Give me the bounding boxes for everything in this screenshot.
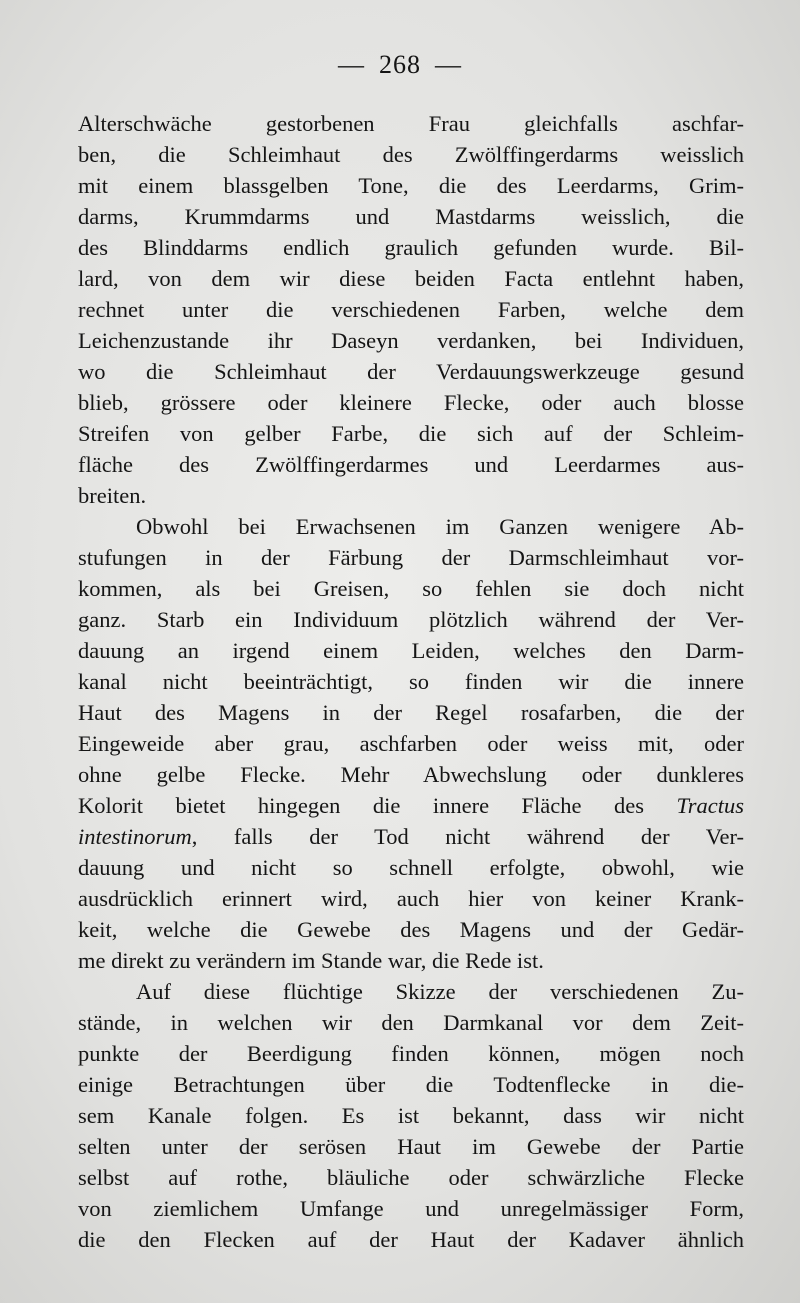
text-line: Alterschwäche gestorbenen Frau gleichfalls aschfar- — [78, 111, 744, 136]
text-line: stände, in welchen wir den Darmkanal vor dem Zeit- — [78, 1010, 744, 1035]
text-line: mit einem blassgelben Tone, die des Leerdarms, Grim- — [78, 173, 744, 198]
text-line: selbst auf rothe, bläuliche oder schwärzliche Flecke — [78, 1165, 744, 1190]
text-line: wo die Schleimhaut der Verdauungswerkzeuge gesund — [78, 359, 744, 384]
text-line: me direkt zu verändern im Stande war, die Rede ist. — [78, 948, 544, 973]
body-text — [78, 108, 744, 1255]
text-line: dauung und nicht so schnell erfolgte, obwohl, wie — [78, 855, 744, 880]
text-line: sem Kanale folgen. Es ist bekannt, dass wir nicht — [78, 1103, 744, 1128]
text-line: breiten. — [78, 483, 147, 508]
text-line: des Blinddarms endlich graulich gefunden wurde. Bil- — [78, 235, 744, 260]
text-line: selten unter der serösen Haut im Gewebe der Partie — [78, 1134, 744, 1159]
text-line: keit, welche die Gewebe des Magens und der Gedär- — [78, 917, 744, 942]
text-segment: Kolorit bietet hingegen die innere Fläche des — [78, 793, 677, 818]
text-line — [78, 821, 744, 852]
text-line: kommen, als bei Greisen, so fehlen sie doch nicht — [78, 576, 744, 601]
page-header — [0, 50, 800, 80]
text-line: Eingeweide aber grau, aschfarben oder weiss mit, oder — [78, 731, 744, 756]
text-line: rechnet unter die verschiedenen Farben, welche dem — [78, 297, 744, 322]
text-line: ben, die Schleimhaut des Zwölffingerdarms weisslich — [78, 142, 744, 167]
text-segment: , falls der Tod nicht während der Ver- — [191, 824, 744, 849]
text-line — [78, 790, 744, 821]
page-number: 268 — [379, 50, 421, 79]
text-line: von ziemlichem Umfange und unregelmässiger Form, — [78, 1196, 744, 1221]
text-line: ganz. Starb ein Individuum plötzlich während der Ver- — [78, 607, 744, 632]
text-line: Streifen von gelber Farbe, die sich auf der Schleim- — [78, 421, 744, 446]
text-line: einige Betrachtungen über die Todtenflecke in die- — [78, 1072, 744, 1097]
text-line: darms, Krummdarms und Mastdarms weisslich, die — [78, 204, 744, 229]
paragraph-start-line: Auf diese flüchtige Skizze der verschiedenen Zu- — [136, 979, 744, 1004]
text-line: blieb, grössere oder kleinere Flecke, oder auch blosse — [78, 390, 744, 415]
text-line: dauung an irgend einem Leiden, welches den Darm- — [78, 638, 744, 663]
text-line: kanal nicht beeinträchtigt, so finden wir die innere — [78, 669, 744, 694]
text-line: ausdrücklich erinnert wird, auch hier von keiner Krank- — [78, 886, 744, 911]
text-line: Leichenzustande ihr Daseyn verdanken, bei Individuen, — [78, 328, 744, 353]
header-dash-left: — — [338, 50, 365, 79]
text-line: fläche des Zwölffingerdarmes und Leerdarmes aus- — [78, 452, 744, 477]
text-line: lard, von dem wir diese beiden Facta entlehnt haben, — [78, 266, 744, 291]
text-line: stufungen in der Färbung der Darmschleimhaut vor- — [78, 545, 744, 570]
text-line: ohne gelbe Flecke. Mehr Abwechslung oder dunkleres — [78, 762, 744, 787]
text-line: punkte der Beerdigung finden können, mögen noch — [78, 1041, 744, 1066]
text-line: Haut des Magens in der Regel rosafarben, die der — [78, 700, 744, 725]
italic-term: intestinorum — [78, 824, 192, 849]
italic-term: Tractus — [676, 793, 744, 818]
paragraph-start-line: Obwohl bei Erwachsenen im Ganzen wenigere Ab- — [136, 514, 744, 539]
header-dash-right: — — [435, 50, 462, 79]
text-line: die den Flecken auf der Haut der Kadaver ähnlich — [78, 1227, 744, 1252]
